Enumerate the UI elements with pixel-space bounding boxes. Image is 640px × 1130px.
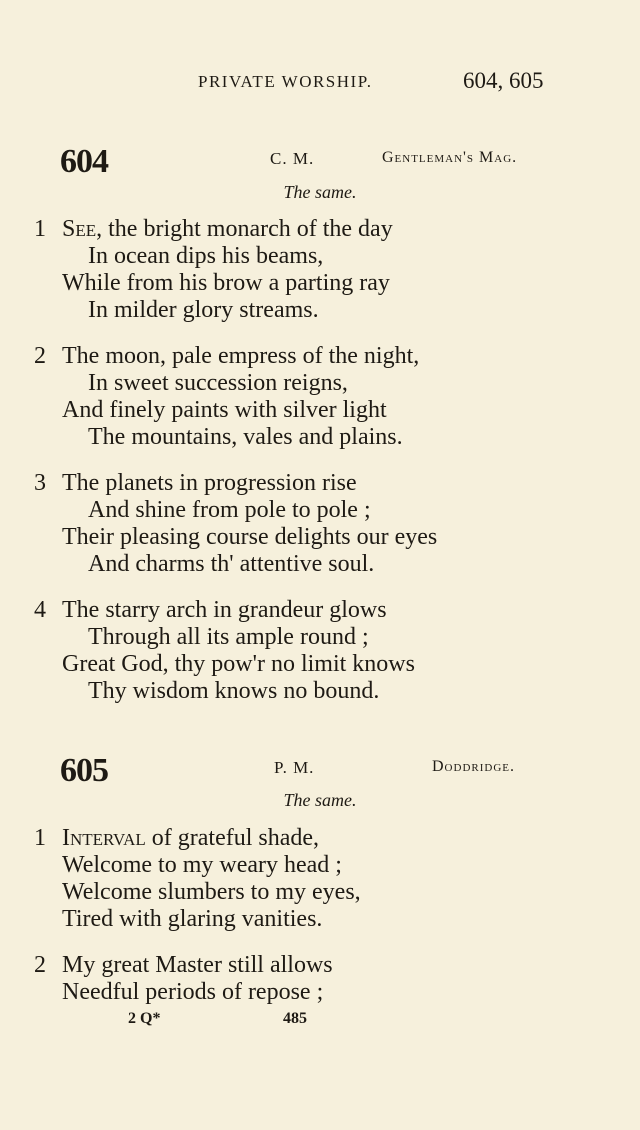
verse-line: The planets in progression rise — [62, 470, 357, 496]
verse-line-rest: of grateful shade, — [145, 825, 320, 851]
hymn-604-header — [0, 143, 640, 183]
verse-line: And charms th' attentive soul. — [88, 551, 375, 577]
verse-line: And finely paints with silver light — [62, 397, 387, 423]
hymn-subtitle: The same. — [283, 182, 357, 202]
hymn-meter: P. M. — [274, 758, 315, 777]
verse-line: While from his brow a parting ray — [62, 270, 390, 296]
hymn-meter: C. M. — [270, 149, 315, 168]
page-footer — [0, 1010, 640, 1034]
verse-line-rest: the bright monarch of the day — [102, 216, 393, 242]
hymn-source: Doddridge. — [432, 758, 515, 775]
running-head — [0, 70, 640, 96]
verse-line: My great Master still allows — [62, 952, 333, 978]
verse-line: Needful periods of repose ; — [62, 979, 324, 1005]
verse-number: 2 — [34, 343, 46, 369]
verse-line — [62, 825, 319, 852]
verse-first-word: See, — [62, 216, 103, 242]
verse-line: Tired with glaring vanities. — [62, 906, 323, 932]
verse-line: In ocean dips his beams, — [88, 243, 324, 269]
verse-number: 2 — [34, 952, 46, 978]
hymn-number: 605 — [60, 752, 108, 789]
verse-line: Welcome to my weary head ; — [62, 852, 342, 878]
verse-line: In milder glory streams. — [88, 297, 319, 323]
verse-line: The mountains, vales and plains. — [88, 424, 403, 450]
page-number: 485 — [283, 1010, 307, 1027]
verse-number: 4 — [34, 597, 46, 623]
verse-line: Thy wisdom knows no bound. — [88, 678, 380, 704]
verse-line: Great God, thy pow'r no limit knows — [62, 651, 415, 677]
running-head-title: PRIVATE WORSHIP. — [198, 72, 373, 91]
hymn-subtitle: The same. — [283, 790, 357, 810]
verse-line: The starry arch in grandeur glows — [62, 597, 387, 623]
verse-line: Through all its ample round ; — [88, 624, 369, 650]
hymn-source: Gentleman's Mag. — [382, 149, 518, 166]
running-head-hymn-numbers: 604, 605 — [463, 68, 544, 93]
verse-first-word: Interval — [62, 825, 146, 851]
verse-line: And shine from pole to pole ; — [88, 497, 371, 523]
verse-line: In sweet succession reigns, — [88, 370, 348, 396]
verse-line: Welcome slumbers to my eyes, — [62, 879, 361, 905]
hymn-number: 604 — [60, 143, 108, 180]
verse-number: 3 — [34, 470, 46, 496]
verse-number: 1 — [34, 216, 46, 242]
signature-mark: 2 Q* — [128, 1010, 161, 1027]
hymn-605-header — [0, 752, 640, 792]
verse-line: Their pleasing course delights our eyes — [62, 524, 438, 550]
verse-number: 1 — [34, 825, 46, 851]
verse-line: The moon, pale empress of the night, — [62, 343, 420, 369]
verse-line — [62, 216, 393, 243]
